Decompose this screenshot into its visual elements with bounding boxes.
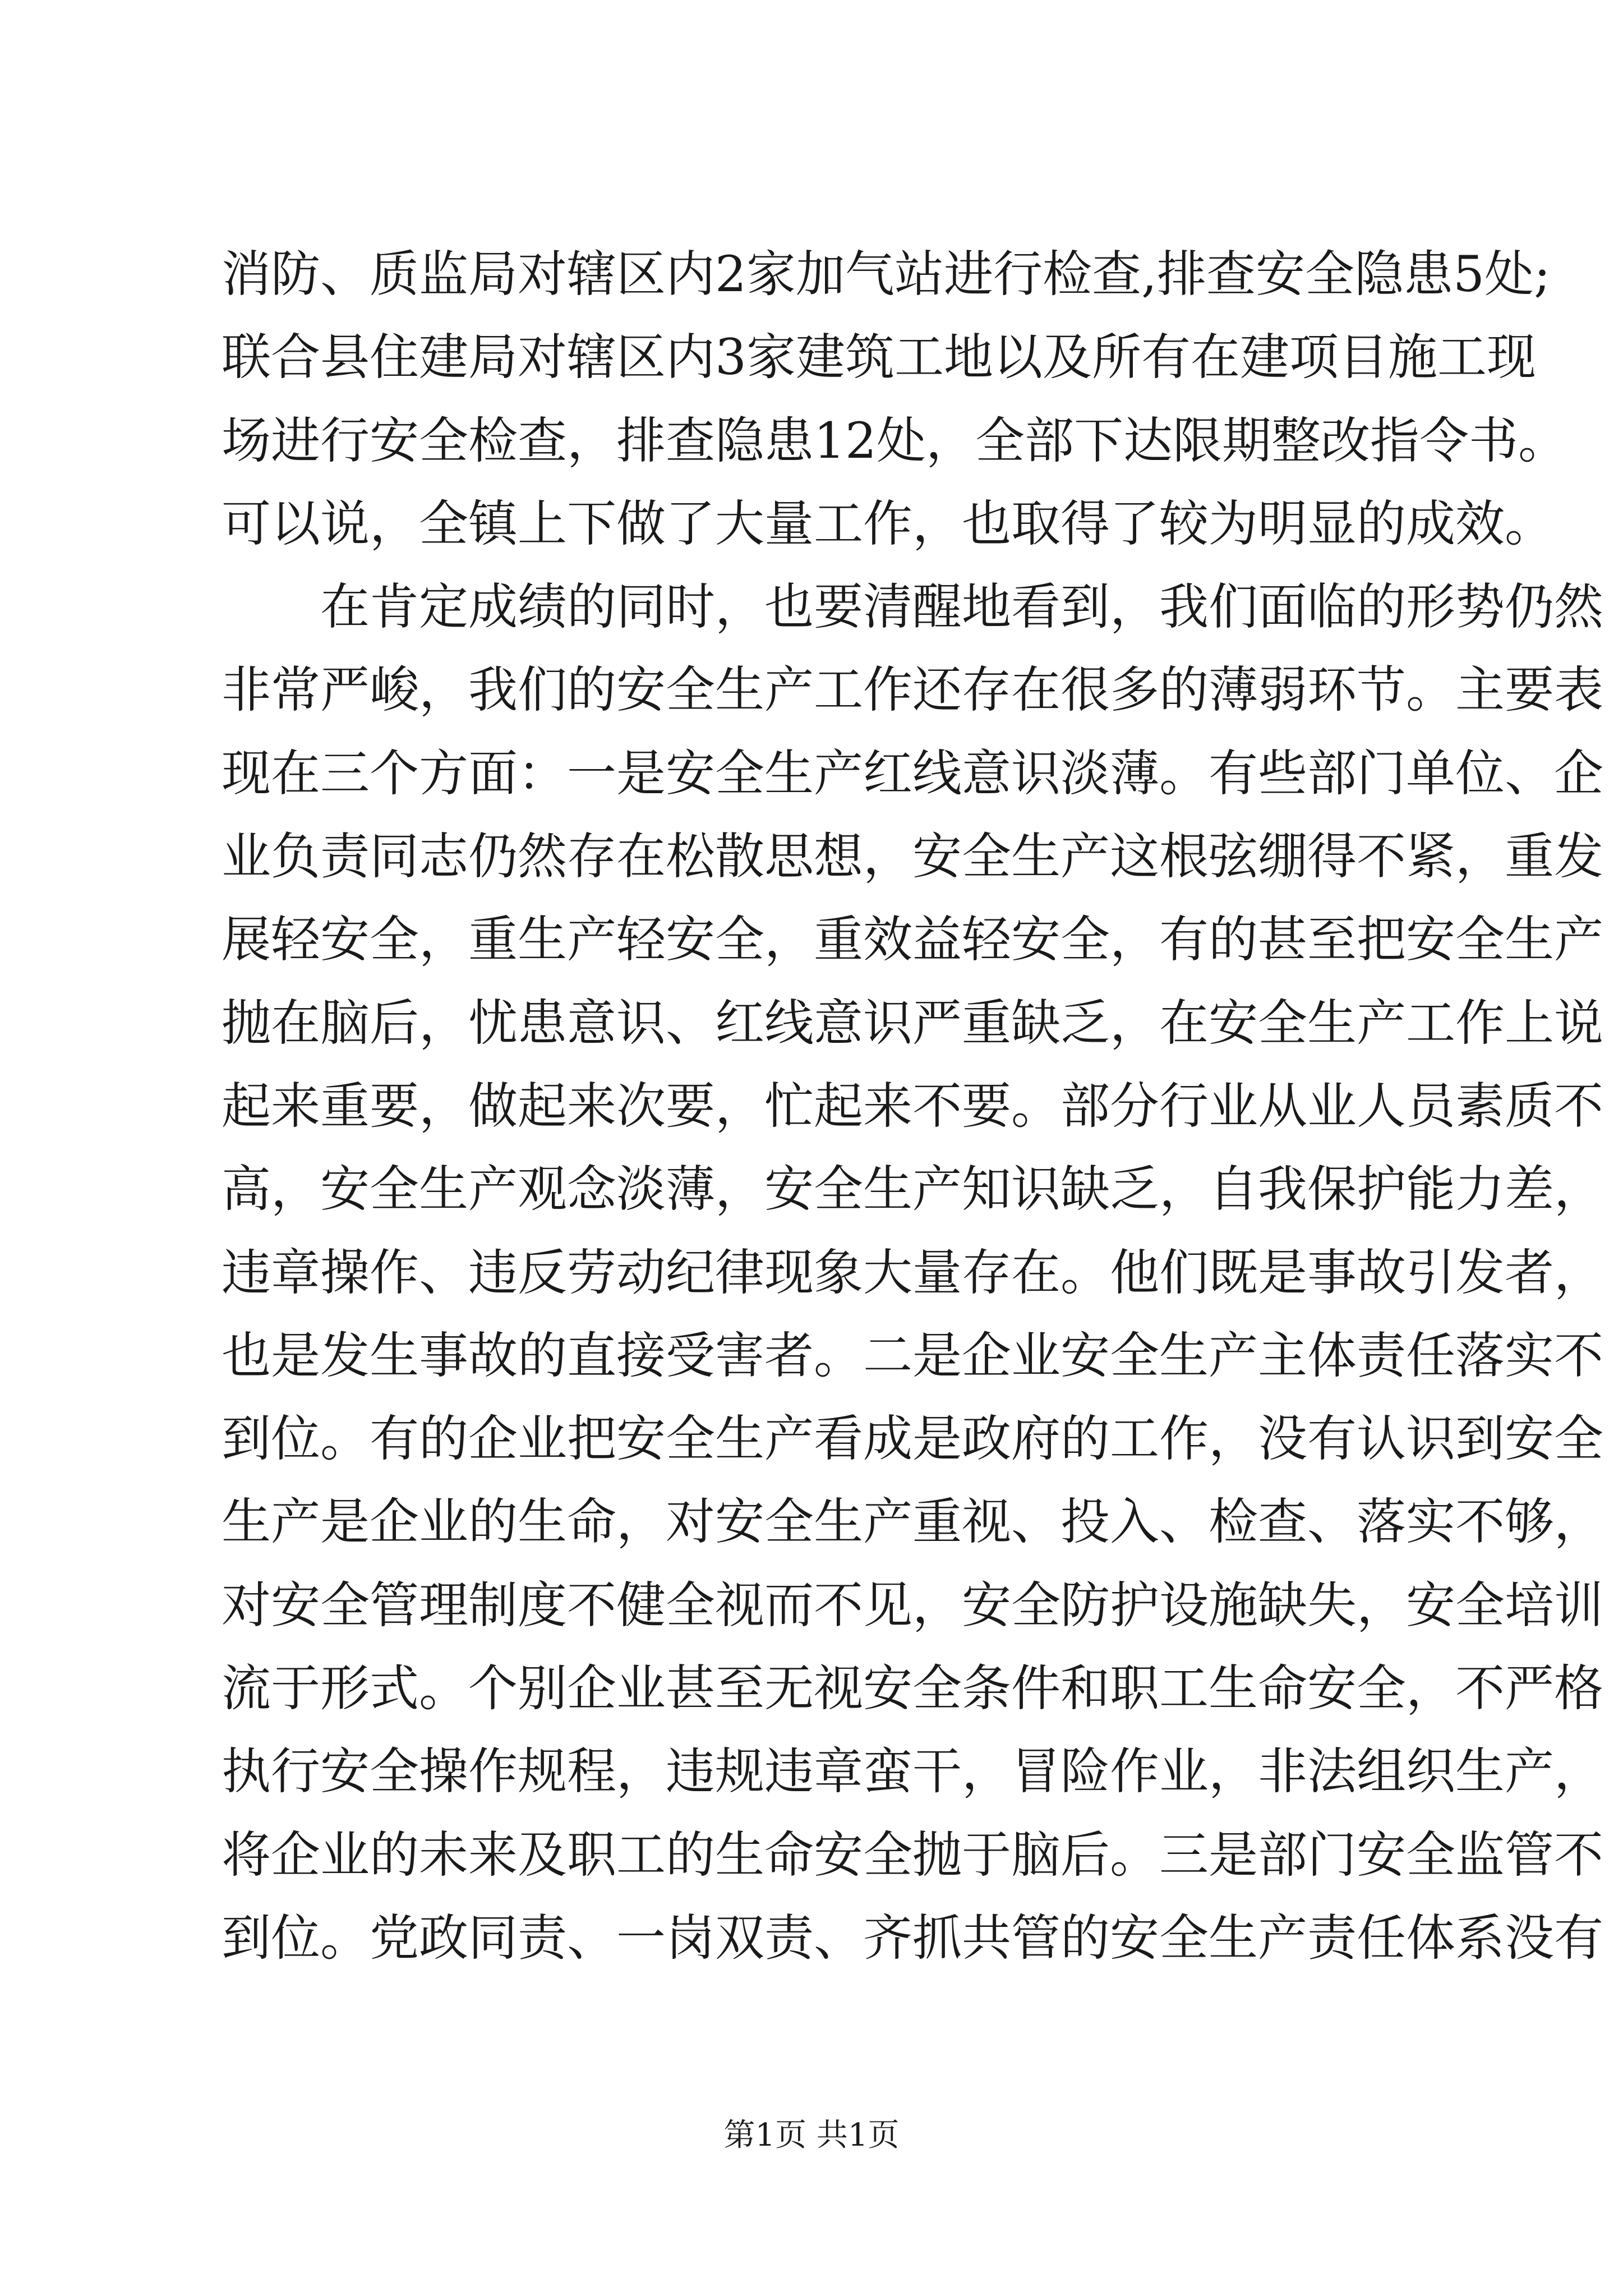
text-line: 场进行安全检查，排查隐患12处，全部下达限期整改指令书。 xyxy=(222,411,1567,470)
text-line: 对安全管理制度不健全视而不见，安全防护设施缺失，安全培训 xyxy=(222,1576,1604,1634)
text-line: 起来重要，做起来次要，忙起来不要。部分行业从业人员素质不 xyxy=(222,1076,1604,1135)
text-line: 抛在脑后，忧患意识、红线意识严重缺乏，在安全生产工作上说 xyxy=(222,993,1604,1052)
text-line: 生产是企业的生命，对安全生产重视、投入、检查、落实不够， xyxy=(222,1493,1604,1551)
text-line: 执行安全操作规程，违规违章蛮干，冒险作业，非法组织生产， xyxy=(222,1742,1604,1801)
text-line: 现在三个方面：一是安全生产红线意识淡薄。有些部门单位、企 xyxy=(222,744,1604,802)
text-line: 也是发生事故的直接受害者。二是企业安全生产主体责任落实不 xyxy=(222,1326,1604,1384)
text-line: 到位。党政同责、一岗双责、齐抓共管的安全生产责任体系没有 xyxy=(222,1908,1604,1967)
text-line: 业负责同志仍然存在松散思想，安全生产这根弦绷得不紧，重发 xyxy=(222,827,1604,886)
page-footer: 第1页 共1页 xyxy=(723,2117,900,2154)
text-line: 可以说，全镇上下做了大量工作，也取得了较为明显的成效。 xyxy=(222,494,1555,553)
text-line: 高，安全生产观念淡薄，安全生产知识缺乏，自我保护能力差， xyxy=(222,1160,1604,1218)
text-line: 消防、质监局对辖区内2家加气站进行检查,排查安全隐患5处; xyxy=(222,245,1551,303)
text-line: 展轻安全，重生产轻安全，重效益轻安全，有的甚至把安全生产 xyxy=(222,910,1604,969)
text-line: 联合县住建局对辖区内3家建筑工地以及所有在建项目施工现 xyxy=(222,328,1536,386)
text-line: 非常严峻，我们的安全生产工作还存在很多的薄弱环节。主要表 xyxy=(222,661,1604,719)
paragraph-first-line: 在肯定成绩的同时，也要清醒地看到，我们面临的形势仍然 xyxy=(320,578,1604,636)
text-line: 违章操作、违反劳动纪律现象大量存在。他们既是事故引发者， xyxy=(222,1243,1604,1301)
text-line: 流于形式。个别企业甚至无视安全条件和职工生命安全，不严格 xyxy=(222,1659,1604,1718)
body-text xyxy=(222,233,1604,1980)
text-line: 到位。有的企业把安全生产看成是政府的工作，没有认识到安全 xyxy=(222,1410,1604,1468)
text-line: 将企业的未来及职工的生命安全抛于脑后。三是部门安全监管不 xyxy=(222,1825,1604,1884)
